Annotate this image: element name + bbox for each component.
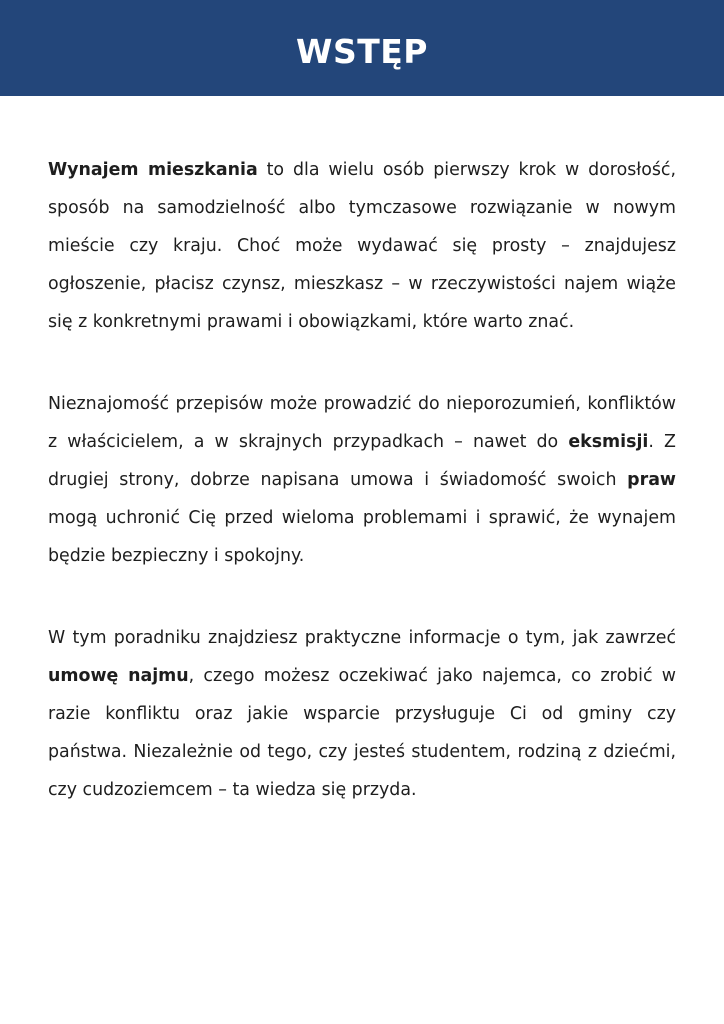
- paragraph-1: [48, 151, 676, 341]
- intro-content: [48, 151, 676, 853]
- header-bar: [0, 0, 724, 96]
- text-span: to dla wielu osób pierwszy krok w dorosłość, sposób na samodzielność albo tymczasowe rozwiązanie w nowym mieście czy kraju. Choć może wydawać się prosty – znajdujesz ogłoszenie, płacisz czynsz, mieszkasz – w rzeczywistości najem wiąże się z konkretnymi prawami i obowiązkami, które warto znać.: [48, 160, 677, 332]
- bold-phrase: eksmisji: [568, 432, 649, 452]
- paragraph-2: [48, 385, 676, 575]
- bold-phrase: Wynajem mieszkania: [48, 160, 258, 180]
- text-span: , czego możesz oczekiwać jako najemca, co zrobić w razie konfliktu oraz jakie wsparcie przysługuje Ci od gminy czy państwa. Niezależnie od tego, czy jesteś studentem, rodziną z dziećmi, czy cudzoziemcem – ta wiedza się przyda.: [48, 666, 676, 800]
- text-span: Nieznajomość przepisów może prowadzić do nieporozumień, konfliktów z właścicielem, a w skrajnych przypadkach – nawet do: [48, 394, 676, 452]
- paragraph-3: [48, 619, 676, 809]
- text-span: mogą uchronić Cię przed wieloma problemami i sprawić, że wynajem będzie bezpieczny i spokojny.: [48, 508, 676, 566]
- bold-phrase: umowę najmu: [48, 666, 189, 686]
- bold-phrase: praw: [627, 470, 676, 490]
- text-span: . Z drugiej strony, dobrze napisana umowa i świadomość swoich: [48, 432, 676, 490]
- text-span: W tym poradniku znajdziesz praktyczne informacje o tym, jak zawrzeć: [48, 628, 676, 648]
- page-title: WSTĘP: [296, 31, 428, 71]
